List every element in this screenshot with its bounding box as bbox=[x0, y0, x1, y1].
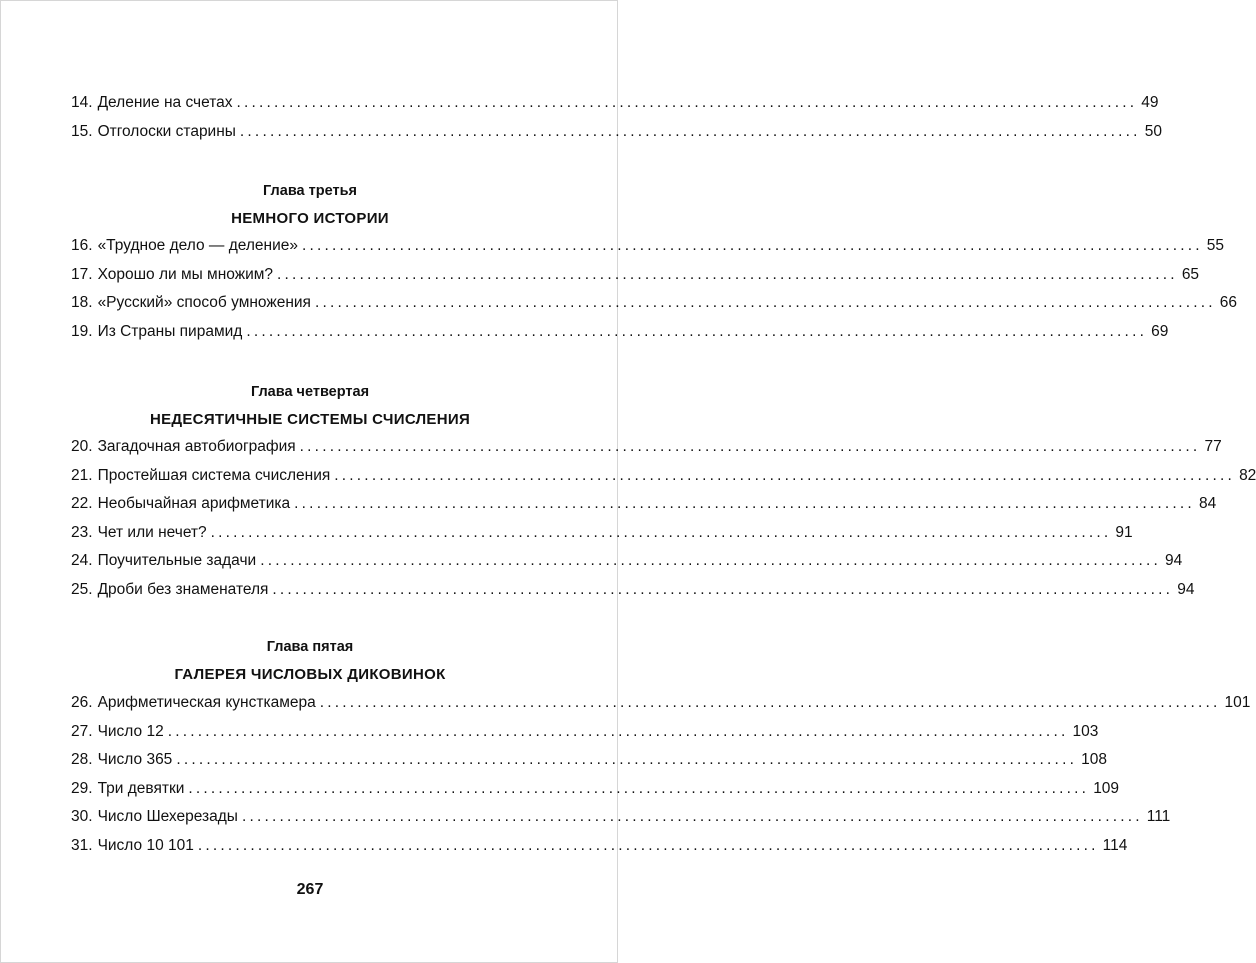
chapter-title: НЕДЕСЯТИЧНЫЕ СИСТЕМЫ СЧИСЛЕНИЯ bbox=[149, 411, 471, 428]
entry-page: 69 bbox=[1151, 322, 1169, 340]
chapter-heading bbox=[1, 382, 619, 430]
dot-leader: ........................................................................................................................ bbox=[246, 322, 1148, 340]
toc-entry[interactable] bbox=[71, 689, 1251, 718]
entry-number: 16. bbox=[71, 237, 93, 254]
dot-leader: ........................................................................................................................ bbox=[299, 438, 1201, 455]
entry-title: Необычайная арифметика bbox=[97, 495, 291, 512]
toc-entry[interactable] bbox=[71, 519, 1133, 548]
toc-entry[interactable] bbox=[71, 775, 1120, 804]
dot-leader: ........................................................................................................................ bbox=[272, 580, 1174, 598]
entry-page: 55 bbox=[1206, 237, 1225, 254]
entry-number: 14. bbox=[71, 94, 93, 111]
entry-page: 94 bbox=[1177, 580, 1195, 598]
entry-page: 50 bbox=[1144, 122, 1162, 140]
dot-leader: ........................................................................................................................ bbox=[239, 122, 1141, 140]
entry-title: Поучительные задачи bbox=[97, 552, 257, 569]
page-number: 267 bbox=[296, 881, 324, 898]
entry-number: 20. bbox=[71, 438, 93, 455]
chapter-heading bbox=[1, 637, 619, 685]
entry-title: Число 12 bbox=[97, 722, 164, 740]
toc-entry[interactable] bbox=[71, 261, 1200, 290]
chapter-label: Глава пятая bbox=[266, 639, 354, 655]
entry-page: 49 bbox=[1141, 94, 1159, 111]
toc-section-continued bbox=[71, 89, 1162, 146]
toc-entry[interactable] bbox=[71, 490, 1217, 519]
toc-entry[interactable] bbox=[71, 462, 1256, 491]
toc-section-chapter-3 bbox=[71, 232, 1237, 346]
toc-entry[interactable] bbox=[71, 832, 1128, 861]
dot-leader: ........................................................................................................................ bbox=[176, 751, 1078, 768]
entry-page: 114 bbox=[1102, 836, 1128, 854]
entry-number: 18. bbox=[71, 294, 93, 311]
dot-leader: ........................................................................................................................ bbox=[241, 808, 1143, 825]
toc-entry[interactable] bbox=[71, 803, 1171, 832]
dot-leader: ........................................................................................................................ bbox=[167, 722, 1069, 740]
toc-entry[interactable] bbox=[71, 318, 1169, 347]
toc-entry[interactable] bbox=[71, 547, 1183, 576]
toc-entry[interactable] bbox=[71, 289, 1237, 318]
entry-page: 77 bbox=[1204, 438, 1222, 455]
entry-number: 22. bbox=[71, 495, 93, 512]
toc-entry[interactable] bbox=[71, 746, 1107, 775]
entry-title: Из Страны пирамид bbox=[97, 322, 243, 340]
toc-entry[interactable] bbox=[71, 433, 1222, 462]
entry-number: 25. bbox=[71, 580, 93, 598]
entry-title: Три девятки bbox=[97, 779, 185, 797]
entry-title: Число 365 bbox=[97, 751, 173, 768]
dot-leader: ........................................................................................................................ bbox=[210, 523, 1112, 541]
dot-leader: ........................................................................................................................ bbox=[188, 779, 1090, 797]
dot-leader: ........................................................................................................................ bbox=[302, 237, 1203, 254]
entry-page: 65 bbox=[1181, 265, 1200, 283]
dot-leader: ........................................................................................................................ bbox=[236, 94, 1138, 111]
entry-page: 108 bbox=[1081, 751, 1107, 768]
entry-title: «Трудное дело — деление» bbox=[97, 237, 298, 254]
dot-leader: ........................................................................................................................ bbox=[294, 495, 1195, 512]
entry-title: Дроби без знаменателя bbox=[97, 580, 269, 598]
dot-leader: ........................................................................................................................ bbox=[277, 265, 1178, 283]
entry-number: 26. bbox=[71, 694, 93, 711]
toc-entry[interactable] bbox=[71, 576, 1195, 605]
entry-title: Хорошо ли мы множим? bbox=[97, 265, 274, 283]
entry-number: 31. bbox=[71, 836, 93, 854]
entry-page: 94 bbox=[1164, 552, 1183, 569]
entry-title: Загадочная автобиография bbox=[97, 438, 296, 455]
dot-leader: ........................................................................................................................ bbox=[197, 836, 1099, 854]
entry-page: 84 bbox=[1198, 495, 1217, 512]
toc-section-chapter-4 bbox=[71, 433, 1256, 604]
entry-number: 24. bbox=[71, 552, 93, 569]
entry-number: 29. bbox=[71, 779, 93, 797]
chapter-label: Глава четвертая bbox=[250, 384, 370, 400]
chapter-title: НЕМНОГО ИСТОРИИ bbox=[231, 210, 389, 227]
dot-leader: ........................................................................................................................ bbox=[319, 694, 1221, 711]
toc-entry[interactable] bbox=[71, 232, 1225, 261]
entry-title: Арифметическая кунсткамера bbox=[97, 694, 316, 711]
entry-title: Число 10 101 bbox=[97, 836, 194, 854]
chapter-title: ГАЛЕРЕЯ ЧИСЛОВЫХ ДИКОВИНОК bbox=[174, 666, 446, 683]
entry-number: 28. bbox=[71, 751, 93, 768]
dot-leader: ........................................................................................................................ bbox=[260, 552, 1161, 569]
chapter-label: Глава третья bbox=[263, 183, 357, 199]
entry-page: 91 bbox=[1115, 523, 1133, 541]
entry-number: 19. bbox=[71, 322, 93, 340]
entry-number: 27. bbox=[71, 722, 93, 740]
toc-section-chapter-5 bbox=[71, 689, 1251, 860]
entry-number: 15. bbox=[71, 122, 93, 140]
entry-page: 103 bbox=[1072, 722, 1099, 740]
entry-page: 111 bbox=[1146, 808, 1171, 825]
entry-number: 23. bbox=[71, 523, 93, 541]
dot-leader: ........................................................................................................................ bbox=[334, 466, 1236, 484]
dot-leader: ........................................................................................................................ bbox=[314, 294, 1216, 311]
entry-title: Число Шехерезады bbox=[97, 808, 238, 825]
entry-number: 17. bbox=[71, 265, 93, 283]
entry-page: 101 bbox=[1224, 694, 1251, 711]
toc-entry[interactable] bbox=[71, 718, 1099, 747]
entry-page: 109 bbox=[1093, 779, 1120, 797]
entry-title: Отголоски старины bbox=[97, 122, 236, 140]
entry-page: 66 bbox=[1219, 294, 1237, 311]
toc-entry[interactable] bbox=[71, 118, 1162, 147]
toc-entry[interactable] bbox=[71, 89, 1159, 118]
entry-title: Простейшая система счисления bbox=[97, 466, 331, 484]
entry-title: Чет или нечет? bbox=[97, 523, 207, 541]
chapter-heading bbox=[1, 181, 619, 229]
entry-title: «Русский» способ умножения bbox=[97, 294, 311, 311]
entry-page: 82 bbox=[1239, 466, 1256, 484]
entry-number: 21. bbox=[71, 466, 93, 484]
entry-number: 30. bbox=[71, 808, 93, 825]
entry-title: Деление на счетах bbox=[97, 94, 233, 111]
